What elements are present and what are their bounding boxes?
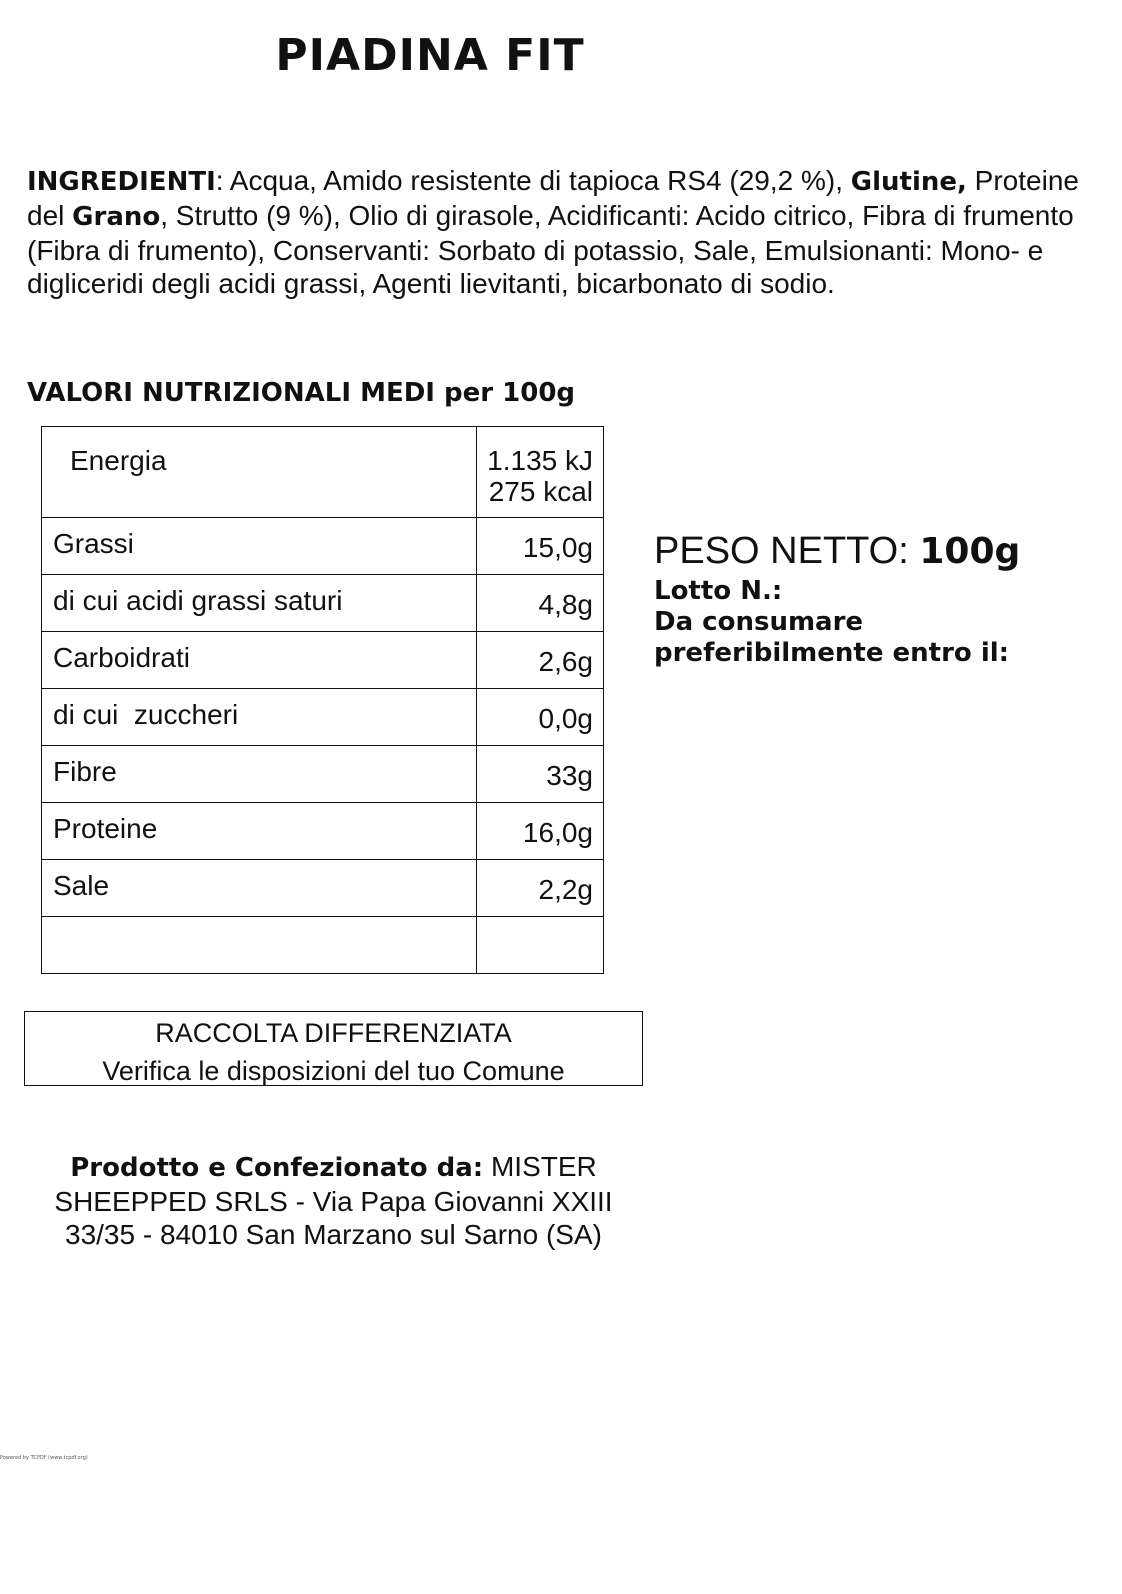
lot-info	[654, 576, 1074, 669]
ingredients-part-1: : Acqua, Amido resistente di tapioca RS4 (29,2 %),	[215, 165, 851, 196]
nutrient-name: Proteine	[42, 803, 477, 860]
energy-kcal: 275 kcal	[488, 476, 593, 507]
nutrient-value: 16,0g	[477, 803, 604, 860]
producer-text: MISTER SHEEPPED SRLS - Via Papa Giovanni XXIII 33/35 - 84010 San Marzano sul Sarno (SA)	[54, 1151, 613, 1250]
powered-by-footer: Powered by TCPDF (www.tcpdf.org)	[0, 1455, 88, 1461]
nutrition-row	[42, 518, 604, 575]
allergen-glutine: Glutine,	[850, 167, 967, 197]
nutrition-row-energy	[42, 427, 604, 518]
empty-cell	[477, 917, 604, 974]
nutrient-name: di cui acidi grassi saturi	[42, 575, 477, 632]
recycling-title: RACCOLTA DIFFERENZIATA	[155, 1018, 512, 1048]
nutrient-value: 2,6g	[477, 632, 604, 689]
nutrition-row	[42, 689, 604, 746]
net-weight-value: 100g	[919, 531, 1021, 572]
recycling-text: Verifica le disposizioni del tuo Comune	[102, 1056, 565, 1086]
empty-cell	[42, 917, 477, 974]
net-weight-label: PESO NETTO:	[654, 530, 920, 572]
lot-number-label: Lotto N.:	[654, 576, 783, 606]
nutrient-name: Sale	[42, 860, 477, 917]
producer-label: Prodotto e Confezionato da:	[70, 1153, 484, 1183]
nutrition-row	[42, 746, 604, 803]
nutrient-name: Energia	[42, 427, 477, 518]
net-weight	[654, 530, 1020, 573]
energy-kj: 1.135 kJ	[487, 445, 593, 476]
nutrition-row	[42, 632, 604, 689]
nutrition-table	[41, 426, 604, 974]
nutrient-value: 0,0g	[477, 689, 604, 746]
recycling-box	[24, 1011, 643, 1086]
ingredients-text	[27, 164, 1097, 300]
ingredients-part-3: , Strutto (9 %), Olio di girasole, Acidificanti: Acido citrico, Fibra di frumento (Fibra di frumento), Conservanti: Sorbato di potassio, Sale, Emulsionanti: Mono- e digliceridi degli acidi grassi, Agenti lievitanti, bicarbonato di sodio.	[27, 200, 1074, 299]
nutrition-heading: VALORI NUTRIZIONALI MEDI per 100g	[27, 378, 576, 408]
producer-info	[24, 1150, 643, 1251]
ingredients-label: INGREDIENTI	[27, 167, 216, 197]
expiry-label: Da consumare preferibilmente entro il:	[654, 607, 1010, 668]
nutrient-value: 4,8g	[477, 575, 604, 632]
nutrient-name: di cui zuccheri	[42, 689, 477, 746]
allergen-grano: Grano	[72, 202, 161, 232]
nutrient-value: 2,2g	[477, 860, 604, 917]
nutrition-row-empty	[42, 917, 604, 974]
product-title: PIADINA FIT	[275, 30, 585, 81]
nutrition-row	[42, 575, 604, 632]
nutrient-value: 15,0g	[477, 518, 604, 575]
nutrient-name: Fibre	[42, 746, 477, 803]
nutrient-name: Grassi	[42, 518, 477, 575]
nutrition-row	[42, 860, 604, 917]
nutrient-name: Carboidrati	[42, 632, 477, 689]
nutrient-value	[477, 427, 604, 518]
ingredients-part-2: Proteine del	[27, 165, 1079, 231]
nutrient-value: 33g	[477, 746, 604, 803]
nutrition-row	[42, 803, 604, 860]
